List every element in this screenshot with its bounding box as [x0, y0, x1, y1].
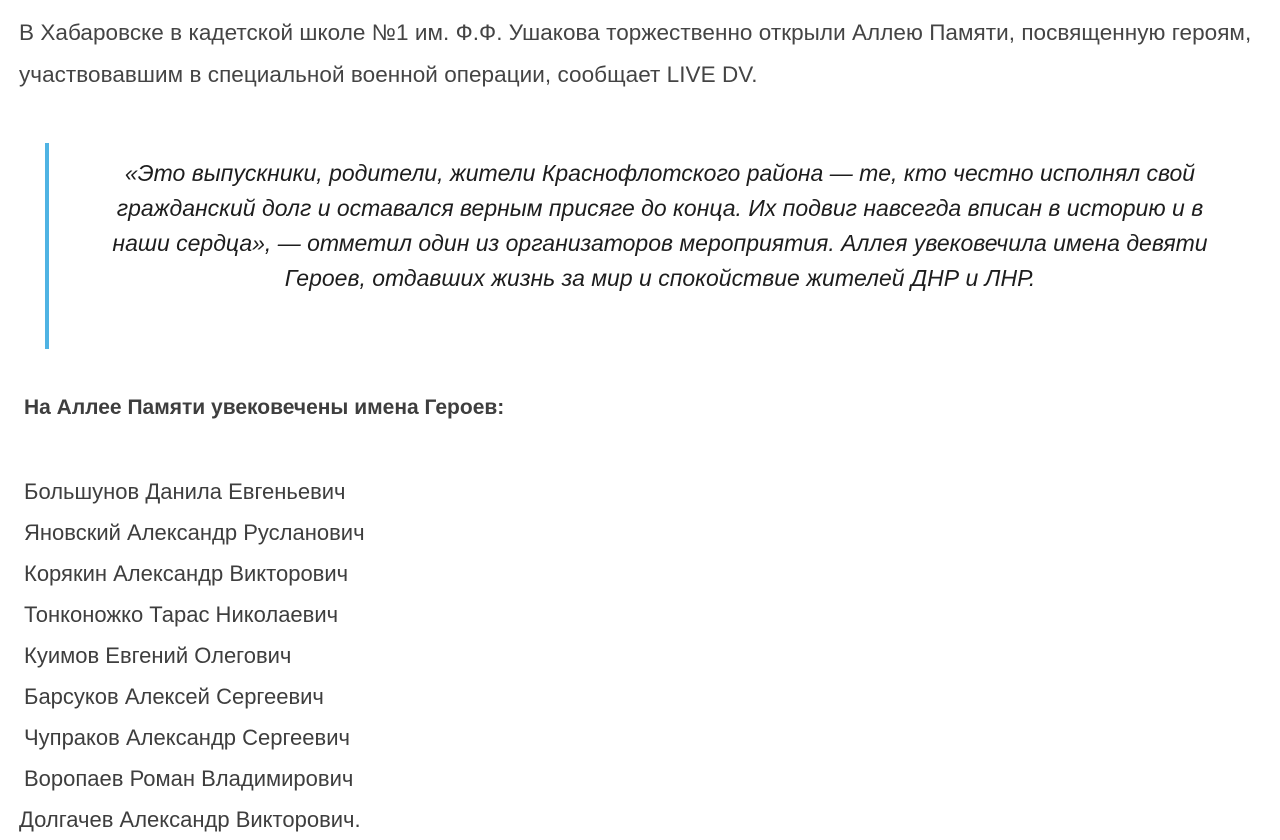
- hero-name: Яновский Александр Русланович: [24, 520, 365, 545]
- hero-name: Барсуков Алексей Сергеевич: [24, 684, 324, 709]
- heroes-heading: На Аллее Памяти увековечены имена Героев:: [24, 396, 505, 419]
- blockquote-bar: [45, 143, 49, 349]
- hero-name: Воропаев Роман Владимирович: [24, 766, 354, 791]
- hero-name: Чупраков Александр Сергеевич: [24, 725, 350, 750]
- hero-name: Большунов Данила Евгеньевич: [24, 479, 346, 504]
- hero-name: Долгачев Александр Викторович.: [19, 807, 361, 832]
- hero-name: Тонконожко Тарас Николаевич: [24, 602, 339, 627]
- intro-paragraph: В Хабаровске в кадетской школе №1 им. Ф.Ф. Ушакова торжественно открыли Аллею Памяти, посвященную героям, участвовавшим в специальной военной операции, сообщает LIVE DV.: [19, 20, 1252, 87]
- heroes-list: [19, 471, 365, 840]
- hero-name: Корякин Александр Викторович: [24, 561, 349, 586]
- blockquote-text: «Это выпускники, родители, жители Краснофлотского района — те, кто честно исполнял свой гражданский долг и оставался верным присяге до конца. Их подвиг навсегда вписан в историю и в наши сердца», — отметил один из организаторов мероприятия. Аллея увековечила имена девяти Героев, отдавших жизнь за мир и спокойствие жителей ДНР и ЛНР.: [112, 160, 1208, 291]
- hero-name: Куимов Евгений Олегович: [24, 643, 292, 668]
